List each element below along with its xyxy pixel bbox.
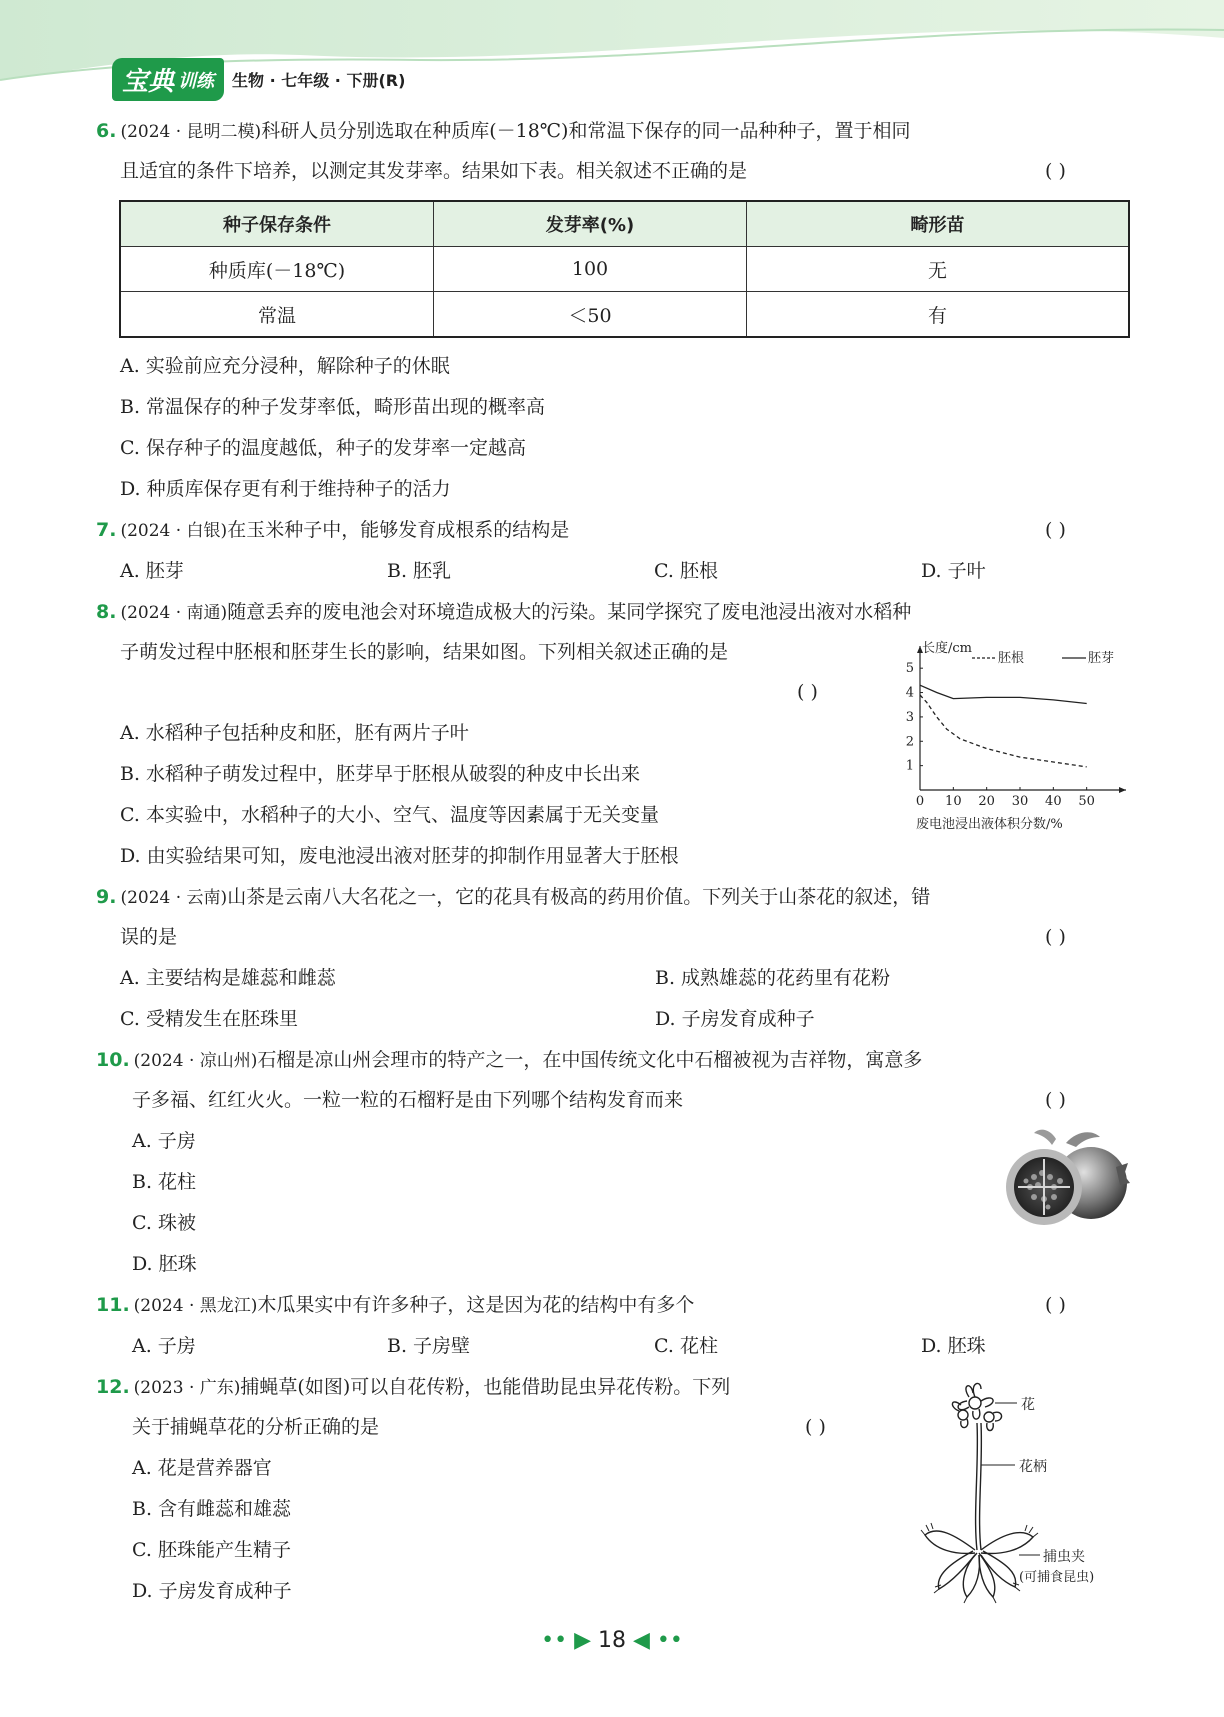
question-text: 捕蝇草(如图)可以自花传粉，也能借助昆虫异花传粉。下列 — [240, 1376, 731, 1398]
table-cell: 常温 — [120, 292, 434, 338]
option-a[interactable]: A. 实验前应充分浸种，解除种子的休眠 — [120, 355, 450, 377]
question-text: 科研人员分别选取在种质库(－18℃)和常温下保存的同一品种种子，置于相同 — [261, 120, 911, 142]
option-b[interactable]: B. 成熟雄蕊的花药里有花粉 — [655, 967, 891, 989]
y-tick-label: 3 — [905, 709, 914, 725]
question-number: 9. — [96, 886, 117, 908]
answer-paren[interactable]: ( ) — [1045, 1294, 1066, 1316]
answer-paren[interactable]: ( ) — [797, 681, 818, 703]
y-tick-label: 1 — [905, 758, 914, 774]
table-cell: 100 — [434, 247, 747, 292]
footer-left-arrow-icon: •• ▶ — [541, 1628, 591, 1653]
book-logo — [112, 58, 224, 101]
question-9-line1 — [96, 877, 930, 918]
option-c[interactable]: C. 胚珠能产生精子 — [132, 1539, 291, 1561]
option-d[interactable]: D. 胚珠 — [921, 1335, 986, 1357]
option-a[interactable]: A. 子房 — [132, 1130, 196, 1152]
x-tick-label: 20 — [978, 794, 995, 809]
chart-ticks — [906, 661, 1095, 809]
question-10-line1 — [96, 1040, 922, 1081]
x-axis-label: 废电池浸出液体积分数/% — [916, 817, 1063, 832]
question-source: (2023 · 广东) — [133, 1378, 241, 1398]
table-row — [120, 292, 1129, 338]
option-b[interactable]: B. 子房壁 — [387, 1335, 471, 1357]
question-source: (2024 · 云南) — [120, 888, 228, 908]
question-source: (2024 · 凉山州) — [133, 1051, 258, 1071]
option-b[interactable]: B. 花柱 — [132, 1171, 197, 1193]
x-tick-label: 10 — [945, 794, 962, 809]
question-source: (2024 · 昆明二模) — [120, 122, 262, 142]
option-d[interactable]: D. 子叶 — [921, 560, 986, 582]
option-c[interactable]: C. 本实验中，水稻种子的大小、空气、温度等因素属于无关变量 — [120, 804, 659, 826]
table-cell: ＜50 — [434, 292, 747, 338]
label-trap-note: (可捕食昆虫) — [1019, 1570, 1095, 1585]
y-tick-label: 5 — [905, 661, 914, 677]
seed-storage-table — [119, 200, 1130, 338]
question-6-line2: 且适宜的条件下培养，以测定其发芽率。结果如下表。相关叙述不正确的是 — [120, 160, 748, 182]
question-text: 木瓜果实中有许多种子，这是因为花的结构中有多个 — [257, 1294, 695, 1316]
question-text: 石榴是凉山州会理市的特产之一，在中国传统文化中石榴被视为吉祥物，寓意多 — [257, 1049, 923, 1071]
option-c[interactable]: C. 胚根 — [654, 560, 718, 582]
chart-legend — [972, 650, 1114, 666]
y-tick-label: 4 — [905, 685, 914, 701]
option-d[interactable]: D. 种质库保存更有利于维持种子的活力 — [120, 478, 451, 500]
series-line-胚芽 — [920, 685, 1087, 703]
question-source: (2024 · 南通) — [120, 603, 228, 623]
x-tick-label: 50 — [1078, 794, 1095, 809]
option-b[interactable]: B. 水稻种子萌发过程中，胚芽早于胚根从破裂的种皮中长出来 — [120, 763, 641, 785]
question-number: 7. — [96, 519, 117, 541]
option-a[interactable]: A. 子房 — [132, 1335, 196, 1357]
chart-axes — [917, 646, 1126, 793]
question-text: 山茶是云南八大名花之一，它的花具有极高的药用价值。下列关于山茶花的叙述，错 — [227, 886, 931, 908]
table-header: 发芽率(%) — [434, 201, 747, 247]
question-source: (2024 · 白银) — [120, 521, 228, 541]
label-flower: 花 — [1021, 1397, 1035, 1413]
question-9-line2: 误的是 — [120, 926, 178, 948]
question-number: 11. — [96, 1294, 130, 1316]
series-line-胚根 — [920, 695, 1087, 767]
question-7-line1 — [96, 510, 569, 551]
x-tick-label: 0 — [915, 794, 925, 809]
option-c[interactable]: C. 珠被 — [132, 1212, 196, 1234]
option-b[interactable]: B. 含有雌蕊和雄蕊 — [132, 1498, 292, 1520]
question-11-line1 — [96, 1285, 694, 1326]
table-cell: 种质库(－18℃) — [120, 247, 434, 292]
question-number: 10. — [96, 1049, 130, 1071]
y-axis-label: 长度/cm — [922, 641, 972, 656]
header-brand — [112, 58, 405, 101]
logo-main: 宝典 — [122, 67, 175, 97]
question-8-line2: 子萌发过程中胚根和胚芽生长的影响，结果如图。下列相关叙述正确的是 — [120, 641, 729, 663]
option-c[interactable]: C. 保存种子的温度越低，种子的发芽率一定越高 — [120, 437, 526, 459]
option-c[interactable]: C. 花柱 — [654, 1335, 718, 1357]
label-trap: 捕虫夹 — [1043, 1549, 1085, 1565]
question-source: (2024 · 黑龙江) — [133, 1296, 258, 1316]
question-number: 12. — [96, 1376, 130, 1398]
option-a[interactable]: A. 水稻种子包括种皮和胚，胚有两片子叶 — [120, 722, 469, 744]
answer-paren[interactable]: ( ) — [1045, 926, 1066, 948]
chart-series — [920, 685, 1087, 767]
legend-label: 胚根 — [998, 651, 1025, 666]
legend-label: 胚芽 — [1088, 651, 1115, 666]
answer-paren[interactable]: ( ) — [1045, 160, 1066, 182]
table-cell: 无 — [747, 247, 1130, 292]
label-stalk: 花柄 — [1019, 1459, 1047, 1475]
option-a[interactable]: A. 花是营养器官 — [132, 1457, 272, 1479]
y-tick-label: 2 — [905, 734, 914, 750]
question-number: 6. — [96, 120, 117, 142]
footer-right-arrow-icon: ◀ •• — [633, 1628, 683, 1653]
answer-paren[interactable]: ( ) — [805, 1416, 826, 1438]
table-row — [120, 247, 1129, 292]
x-axis-arrow-icon — [1119, 787, 1126, 793]
x-tick-label: 40 — [1045, 794, 1062, 809]
option-c[interactable]: C. 受精发生在胚珠里 — [120, 1008, 298, 1030]
question-number: 8. — [96, 601, 117, 623]
table-cell: 有 — [747, 292, 1130, 338]
table-header: 种子保存条件 — [120, 201, 434, 247]
question-12-line2: 关于捕蝇草花的分析正确的是 — [132, 1416, 380, 1438]
question-8-line1 — [96, 592, 911, 633]
logo-sub: 训练 — [178, 70, 215, 92]
question-6-line1 — [96, 111, 910, 152]
page-number-footer — [540, 1628, 684, 1653]
option-a[interactable]: A. 胚芽 — [120, 560, 184, 582]
option-d[interactable]: D. 胚珠 — [132, 1253, 197, 1275]
question-12-line1 — [96, 1367, 730, 1408]
option-a[interactable]: A. 主要结构是雄蕊和雌蕊 — [120, 967, 336, 989]
option-d[interactable]: D. 子房发育成种子 — [655, 1008, 815, 1030]
option-d[interactable]: D. 由实验结果可知，废电池浸出液对胚芽的抑制作用显著大于胚根 — [120, 845, 679, 867]
option-b[interactable]: B. 胚乳 — [387, 560, 452, 582]
x-tick-label: 30 — [1011, 794, 1029, 809]
table-header-row — [120, 201, 1129, 247]
question-text: 在玉米种子中，能够发育成根系的结构是 — [227, 519, 570, 541]
option-b[interactable]: B. 常温保存的种子发芽率低，畸形苗出现的概率高 — [120, 396, 546, 418]
venus-flytrap-figure — [915, 1375, 1130, 1607]
book-title: 生物 · 七年级 · 下册(R) — [232, 71, 406, 90]
answer-paren[interactable]: ( ) — [1045, 519, 1066, 541]
option-d[interactable]: D. 子房发育成种子 — [132, 1580, 292, 1602]
growth-line-chart — [892, 638, 1142, 838]
page-number: 18 — [598, 1628, 626, 1653]
answer-paren[interactable]: ( ) — [1045, 1089, 1066, 1111]
table-header: 畸形苗 — [747, 201, 1130, 247]
question-text: 随意丢弃的废电池会对环境造成极大的污染。某同学探究了废电池浸出液对水稻种 — [227, 601, 912, 623]
pomegranate-image — [996, 1125, 1131, 1230]
question-10-line2: 子多福、红红火火。一粒一粒的石榴籽是由下列哪个结构发育而来 — [132, 1089, 684, 1111]
